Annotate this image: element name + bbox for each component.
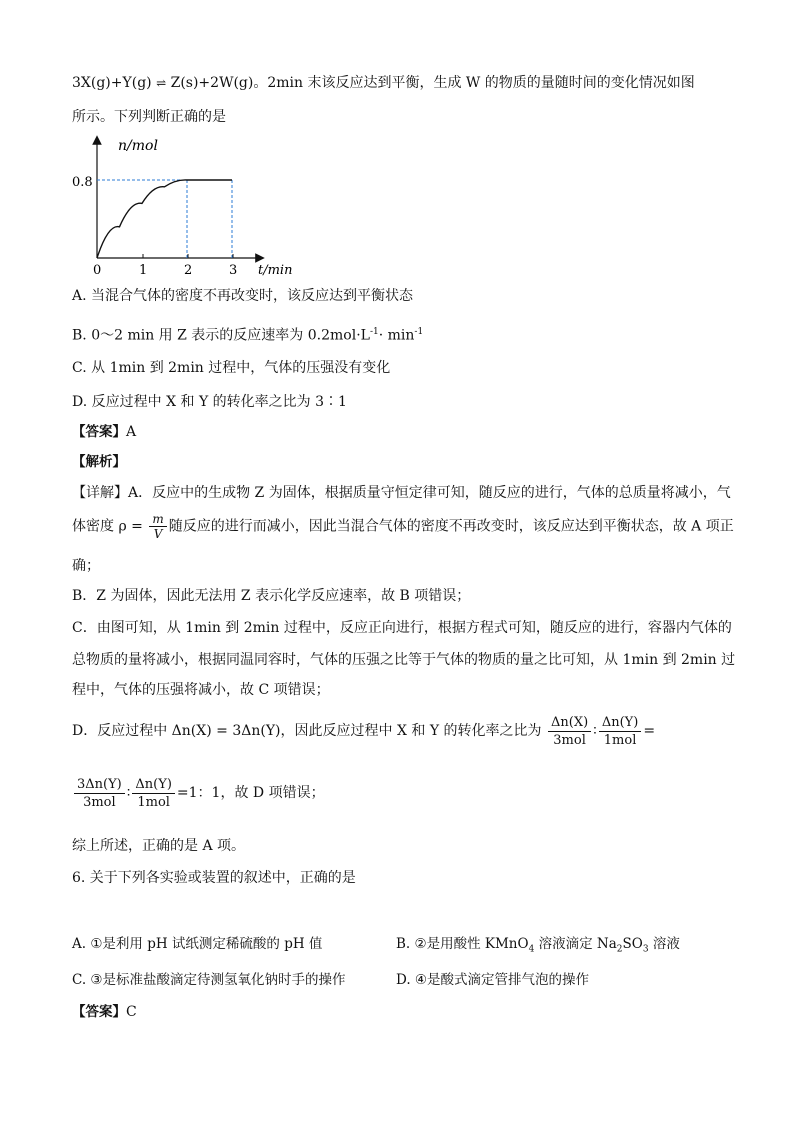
answer-value: A: [126, 424, 137, 440]
density-formula-label: 体密度 ρ =: [72, 518, 143, 535]
q6-option-d: D. ④是酸式滴定管排气泡的操作: [396, 972, 590, 988]
q5-option-d: D. 反应过程中 X 和 Y 的转化率之比为 3∶1: [72, 394, 347, 410]
q5-stem-line2: 所示。下列判断正确的是: [72, 109, 226, 125]
reaction-equation-right: Z(s)+2W(g): [170, 75, 254, 91]
answer-label-2: 【答案】: [72, 1004, 126, 1020]
q5-option-c: C. 从 1min 到 2min 过程中，气体的压强没有变化: [72, 360, 391, 376]
equals-sign: =: [643, 723, 656, 739]
fraction-x-conversion: $\frac{\Delta n(X)}{\text{3mol}}$: [548, 714, 591, 749]
detail-a-line3: 确；: [72, 558, 100, 574]
q5-option-b-text: B. 0～2 min 用 Z 表示的反应速率为 0.2mol·L: [72, 327, 370, 344]
fraction-y-conversion-2: $\frac{\Delta n(Y)}{\text{1mol}}$: [132, 776, 175, 811]
q6-answer: [72, 1002, 137, 1022]
q5-stem-text: 。2min 末该反应达到平衡，生成 W 的物质的量随时间的变化情况如图: [253, 75, 695, 91]
q5-option-b: [72, 322, 423, 346]
detail-d-text: D．反应过程中 Δn(X) = 3Δn(Y)，因此反应过程中 X 和 Y 的转化率之比为: [72, 723, 542, 739]
summary-line: 综上所述，正确的是 A 项。: [72, 838, 246, 854]
detail-c-line3: 程中，气体的压强将减小，故 C 项错误；: [72, 682, 330, 698]
ratio-colon: ∶: [593, 723, 597, 739]
detail-d-line1: [72, 712, 655, 750]
x-tick-label-1: 1: [139, 263, 148, 278]
q5-option-b-sup2: -1: [414, 327, 424, 337]
detail-a-line2: [72, 512, 734, 541]
answer-value-2: C: [126, 1004, 137, 1020]
detail-c-line1: C．由图可知，从 1min 到 2min 过程中，反应正向进行，根据方程式可知，随反应的进行，容器内气体的: [72, 620, 732, 636]
fraction-3y-conversion: $\frac{3\Delta n(Y)}{\text{3mol}}$: [74, 776, 125, 811]
x-tick-label-0: 0: [93, 263, 102, 278]
analysis-label: 【解析】: [72, 454, 126, 470]
reaction-equation-left: 3X(g)+Y(g): [72, 75, 152, 91]
dashed-guides: [97, 180, 232, 258]
q5-option-b-sup1: -1: [369, 327, 379, 337]
detail-a-line2-text: 随反应的进行而减小，因此当混合气体的密度不再改变时，该反应达到平衡状态，故 A 项正: [168, 518, 734, 535]
answer-label: 【答案】: [72, 424, 126, 440]
q5-answer: [72, 422, 136, 442]
mole-time-chart: [72, 130, 312, 280]
series-line: [97, 180, 232, 258]
detail-c-line2: 总物质的量将减小，根据同温同容时，气体的压强之比等于气体的物质的量之比可知，从 1min 到 2min 过: [72, 652, 736, 668]
q6-option-a: A. ①是利用 pH 试纸测定稀硫酸的 pH 值: [72, 936, 323, 952]
q6-option-b-text: B. ②是用酸性 KMnO: [396, 936, 529, 952]
detail-d-result: =1：1，故 D 项错误；: [176, 785, 325, 801]
q5-stem-line1: [72, 73, 695, 93]
x-tick-label-3: 3: [229, 263, 238, 278]
y-axis-label: n/mol: [118, 138, 158, 154]
equilibrium-arrow-icon: ⇌: [156, 76, 167, 90]
q6-stem: 6. 关于下列各实验或装置的叙述中，正确的是: [72, 870, 356, 886]
q5-option-b-mid: · min: [378, 327, 415, 344]
fraction-y-conversion: $\frac{\Delta n(Y)}{\text{1mol}}$: [599, 714, 642, 749]
q6-option-c: C. ③是标准盐酸滴定待测氢氧化钠时手的操作: [72, 972, 346, 988]
detail-b-line: B．Z 为固体，因此无法用 Z 表示化学反应速率，故 B 项错误；: [72, 588, 471, 604]
q6-option-b: B. ②是用酸性 KMnO$_4$ 溶液滴定 $Na_2SO_3$ 溶液: [396, 936, 680, 955]
q5-option-a: A. 当混合气体的密度不再改变时，该反应达到平衡状态: [72, 288, 414, 304]
detail-d-line2: [72, 774, 325, 812]
x-tick-label-2: 2: [184, 263, 193, 278]
ratio-colon-2: ∶: [126, 785, 131, 801]
y-tick-label: 0.8: [72, 175, 93, 190]
x-axis-label: t/min: [258, 263, 293, 278]
detail-a-line1: 【详解】A．反应中的生成物 Z 为固体，根据质量守恒定律可知，随反应的进行，气体的总质量将减小，气: [72, 485, 731, 501]
q5-analysis-label: [72, 452, 126, 472]
density-fraction: $\frac{m}{V}$: [149, 512, 166, 541]
